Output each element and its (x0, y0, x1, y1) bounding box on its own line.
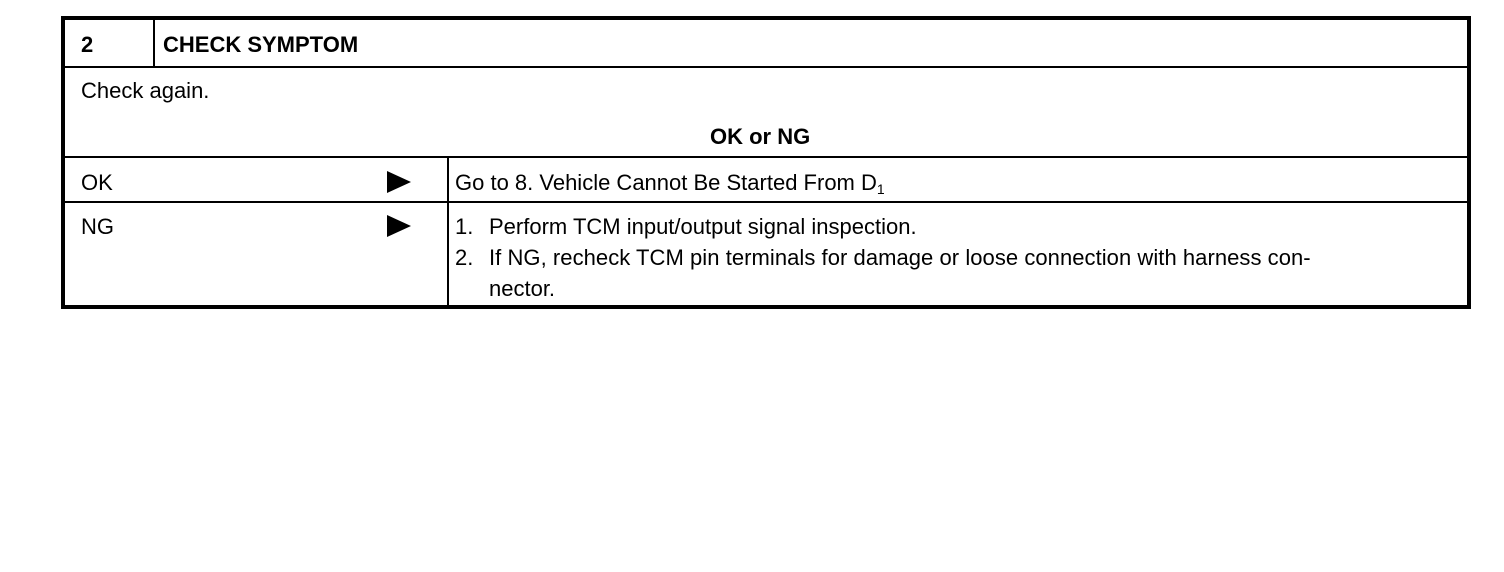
instruction-text: Check again. (81, 78, 210, 103)
ng-step-1-text: Perform TCM input/output signal inspection. (489, 214, 917, 239)
ng-step-2-text-line-2: nector. (489, 276, 556, 301)
header-divider (153, 20, 155, 66)
right-triangle-arrow-icon (387, 215, 411, 237)
step-number: 2 (81, 32, 94, 57)
result-ng-label: NG (81, 214, 114, 239)
decision-label: OK or NG (710, 124, 811, 149)
header-rule (65, 66, 1467, 68)
ng-step-2-text-line-1: If NG, recheck TCM pin terminals for damage or loose connection with harness con- (489, 245, 1311, 270)
results-divider (447, 156, 449, 309)
result-ok-action-text: Go to 8. Vehicle Cannot Be Started From D (455, 170, 877, 195)
ng-step-2-number: 2. (455, 245, 474, 270)
diagnostic-step-table (61, 16, 1471, 309)
result-ok-action-subscript: 1 (876, 181, 885, 197)
step-title: CHECK SYMPTOM (163, 32, 359, 57)
right-triangle-arrow-icon (387, 171, 411, 193)
result-ok-action (455, 170, 885, 197)
ng-step-1-number: 1. (455, 214, 474, 239)
results-middle-rule (65, 201, 1467, 203)
result-ok-label: OK (81, 170, 113, 195)
results-top-rule (65, 156, 1467, 158)
